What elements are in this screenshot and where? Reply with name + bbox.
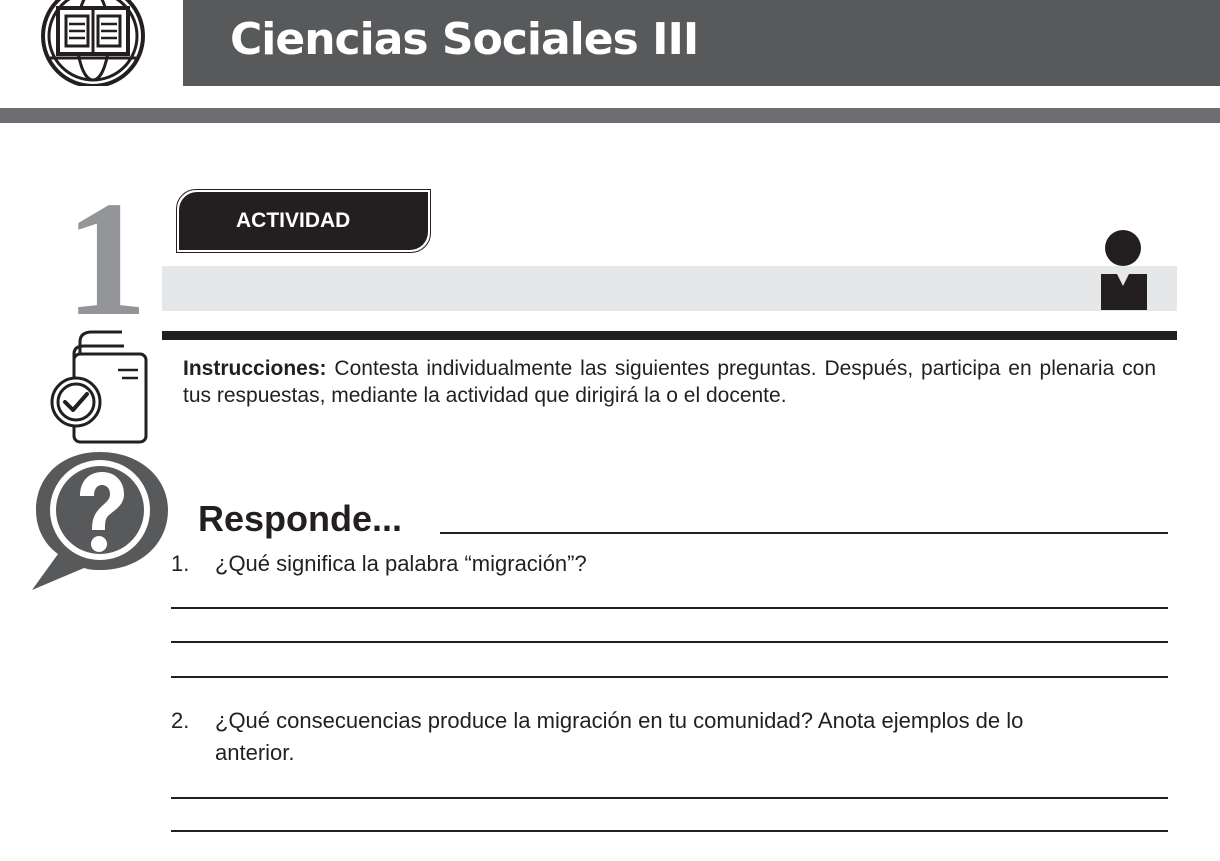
question-1 — [171, 549, 1171, 579]
activity-number: 1 — [65, 167, 148, 350]
instructions-paragraph — [183, 355, 1156, 409]
activity-tab: ACTIVIDAD — [179, 192, 428, 250]
question-1-number: 1. — [171, 551, 190, 576]
question-2-continuation: anterior. — [215, 740, 295, 765]
responde-underline — [440, 532, 1168, 534]
answer-line-2b[interactable] — [171, 830, 1168, 832]
answer-line-1a[interactable] — [171, 607, 1168, 609]
answer-line-1b[interactable] — [171, 641, 1168, 643]
question-bubble-icon — [28, 446, 178, 596]
question-2 — [171, 705, 1171, 769]
activity-band — [162, 266, 1177, 311]
question-2-text: ¿Qué consecuencias produce la migración en tu comunidad? Anota ejemplos de lo — [215, 708, 1024, 733]
instructions-text: Contesta individualmente las siguientes preguntas. Después, participa en plenaria con tus respuestas, mediante la actividad que dirigirá la o el docente. — [183, 357, 1156, 407]
notebook-check-icon — [50, 326, 150, 446]
book-globe-icon — [38, 0, 148, 86]
answer-line-2a[interactable] — [171, 797, 1168, 799]
person-icon — [1099, 230, 1151, 312]
answer-line-1c[interactable] — [171, 676, 1168, 678]
question-1-text: ¿Qué significa la palabra “migración”? — [215, 551, 587, 576]
header-rule — [0, 108, 1220, 123]
responde-heading: Responde... — [198, 498, 403, 539]
question-2-number: 2. — [171, 708, 190, 733]
page-title: Ciencias Sociales III — [230, 14, 699, 65]
section-rule — [162, 331, 1177, 340]
instructions-label: Instrucciones: — [183, 357, 327, 380]
